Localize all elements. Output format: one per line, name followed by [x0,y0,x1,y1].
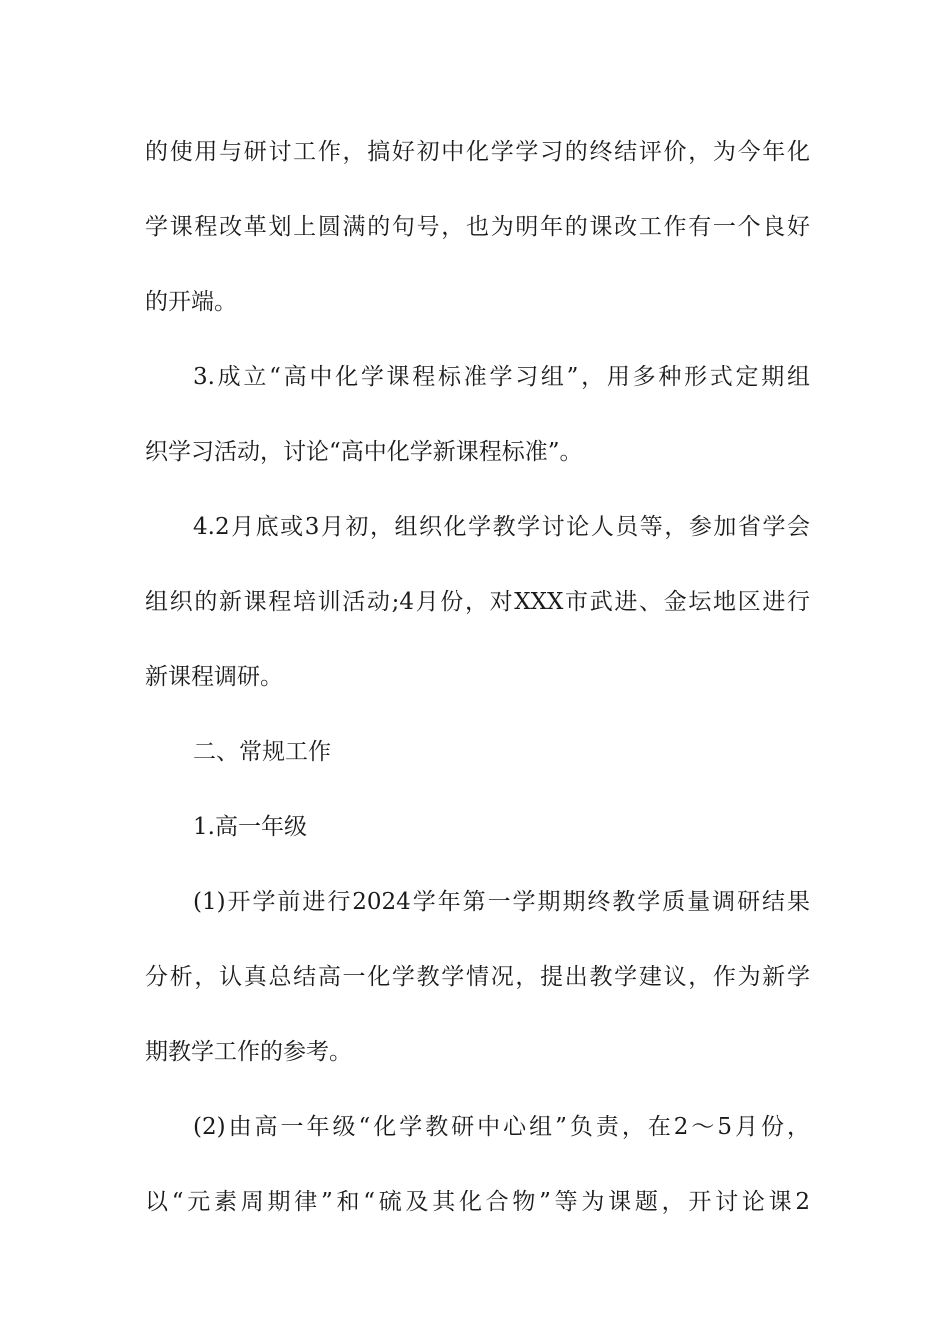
paragraph-line: 学课程改革划上圆满的句号，也为明年的课改工作有一个良好 [145,214,810,240]
paragraph-line: 4.2月底或3月初，组织化学教学讨论人员等，参加省学会 [193,514,810,540]
paragraph-line: 期教学工作的参考。 [145,1039,352,1065]
paragraph-line: 织学习活动，讨论“高中化学新课程标准”。 [145,439,583,465]
paragraph-line: 3.成立“高中化学课程标准学习组”，用多种形式定期组 [193,364,810,390]
section-heading: 二、常规工作 [193,739,331,765]
paragraph-line: (1)开学前进行2024学年第一学期期终教学质量调研结果 [193,889,810,915]
paragraph-line: 组织的新课程培训活动;4月份，对XXX市武进、金坛地区进行 [145,589,810,615]
paragraph-line: 分析，认真总结高一化学教学情况，提出教学建议，作为新学 [145,964,810,990]
paragraph-line: 以“元素周期律”和“硫及其化合物”等为课题，开讨论课2 [145,1189,810,1215]
paragraph-line: 的开端。 [145,289,237,315]
subsection-heading: 1.高一年级 [193,814,307,840]
paragraph-line: (2)由高一年级“化学教研中心组”负责，在2～5月份， [193,1114,810,1140]
paragraph-line: 的使用与研讨工作，搞好初中化学学习的终结评价，为今年化 [145,139,810,165]
paragraph-line: 新课程调研。 [145,664,283,690]
